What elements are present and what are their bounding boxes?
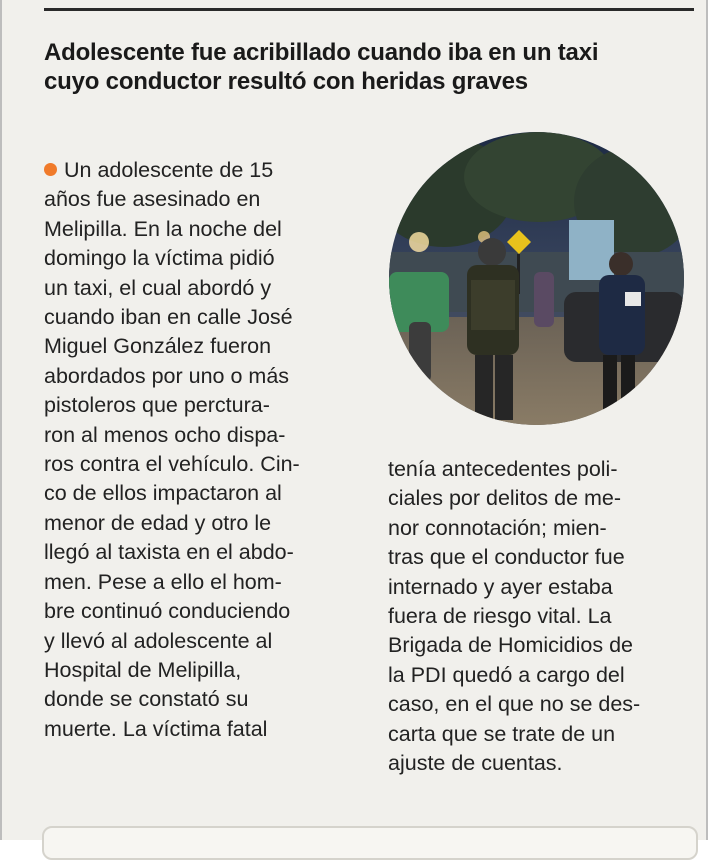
bottom-frame-edge bbox=[42, 826, 698, 860]
body-line: ajuste de cuentas. bbox=[388, 751, 563, 776]
body-line: caso, en el que no se des- bbox=[388, 692, 641, 717]
body-line: ron al menos ocho dispa- bbox=[44, 422, 286, 447]
body-line: carta que se trate de un bbox=[388, 721, 616, 746]
body-line: ciales por delitos de me- bbox=[388, 486, 622, 511]
body-line: cuando iban en calle José bbox=[44, 305, 293, 330]
top-rule bbox=[44, 8, 694, 11]
body-line-text: Un adolescente de 15 bbox=[64, 158, 274, 182]
body-line: donde se constató su bbox=[44, 687, 249, 712]
bullet-dot-icon bbox=[44, 163, 57, 176]
body-line: llegó al taxista en el abdo- bbox=[44, 540, 294, 565]
body-line: domingo la víctima pidió bbox=[44, 246, 275, 271]
headline-line: Adolescente fue acribillado cuando iba en un taxi bbox=[44, 39, 599, 66]
body-line: fuera de riesgo vital. La bbox=[388, 604, 612, 629]
police-scene-image bbox=[389, 132, 684, 425]
article-body-left-column bbox=[44, 156, 364, 744]
body-line: años fue asesinado en bbox=[44, 187, 261, 212]
body-line: un taxi, el cual abordó y bbox=[44, 275, 272, 300]
body-line: Hospital de Melipilla, bbox=[44, 657, 242, 682]
body-line bbox=[44, 156, 364, 185]
body-line: muerte. La víctima fatal bbox=[44, 716, 268, 741]
body-line: tenía antecedentes poli- bbox=[388, 457, 618, 481]
body-line: Melipilla. En la noche del bbox=[44, 216, 282, 241]
body-line: ros contra el vehículo. Cin- bbox=[44, 452, 300, 477]
body-line: tras que el conductor fue bbox=[388, 545, 625, 570]
body-line: y llevó al adolescente al bbox=[44, 628, 273, 653]
headline-line: cuyo conductor resultó con heridas graves bbox=[44, 68, 528, 95]
body-line: Brigada de Homicidios de bbox=[388, 633, 633, 658]
body-line: Miguel González fueron bbox=[44, 334, 272, 359]
body-line: abordados por uno o más bbox=[44, 363, 290, 388]
body-line: la PDI quedó a cargo del bbox=[388, 662, 625, 687]
body-line: nor connotación; mien- bbox=[388, 515, 607, 540]
body-line: menor de edad y otro le bbox=[44, 510, 272, 535]
body-line: men. Pese a ello el hom- bbox=[44, 569, 282, 594]
body-line: pistoleros que perctura- bbox=[44, 393, 270, 418]
body-line: co de ellos impactaron al bbox=[44, 481, 282, 506]
body-line: internado y ayer estaba bbox=[388, 574, 613, 599]
body-line: bre continuó conduciendo bbox=[44, 599, 291, 624]
article-headline bbox=[44, 38, 694, 96]
article-photo bbox=[389, 132, 684, 425]
article-body-right-column bbox=[388, 455, 698, 778]
